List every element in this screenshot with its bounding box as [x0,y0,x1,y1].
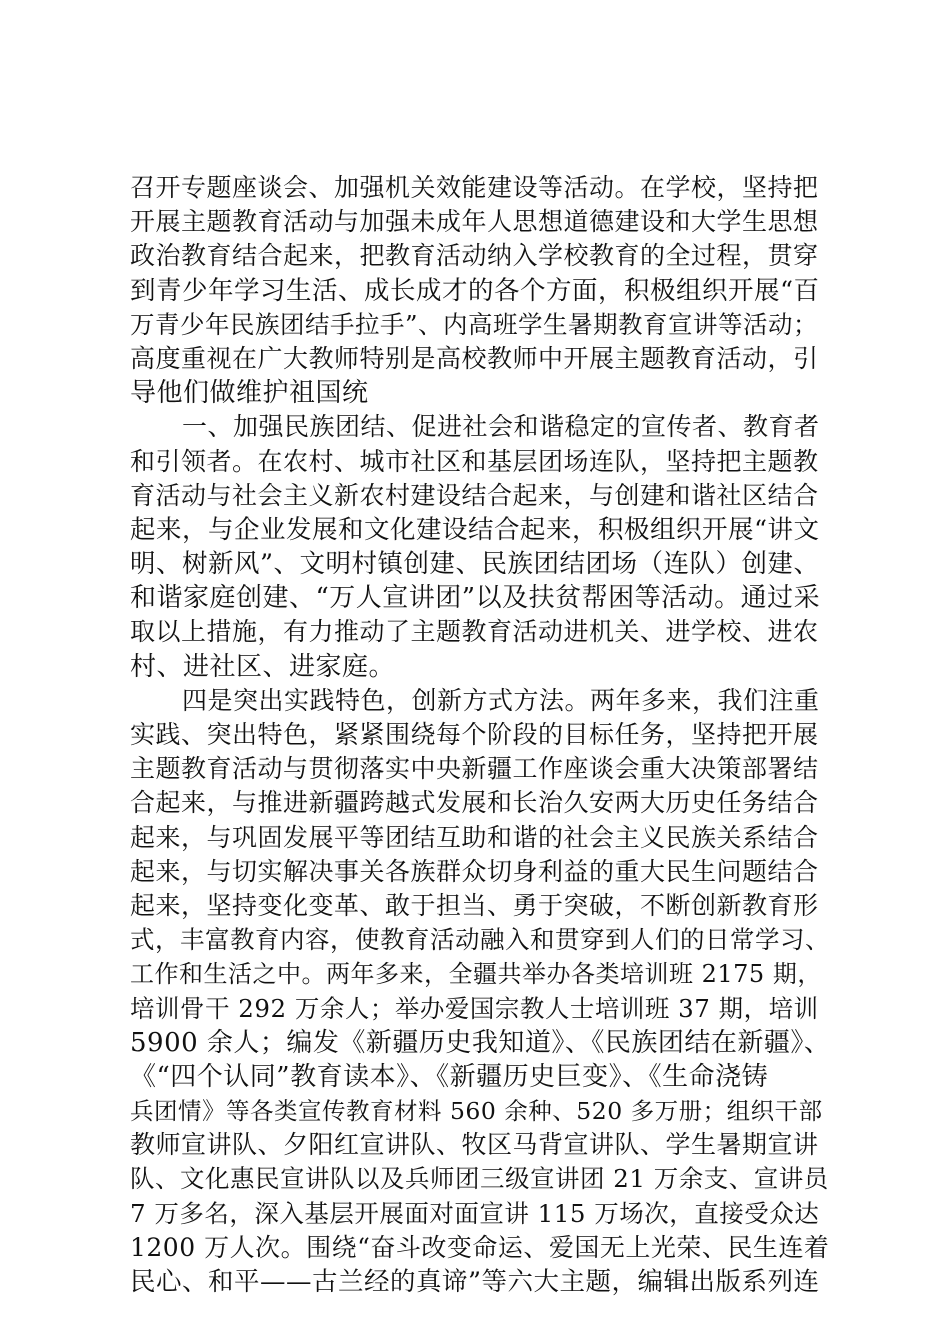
text-line: 开展主题教育活动与加强未成年人思想道德建设和大学生思想 [130,207,819,237]
text-line: 导他们做维护祖国统 [130,378,369,409]
text-line: 育活动与社会主义新农村建设结合起来，与创建和谐社区结合 [130,480,819,510]
text-line: 兵团情》等各类宣传教育材料 560 余种、520 多万册；组织干部 [130,1097,823,1126]
text-line: 教师宣讲队、夕阳红宣讲队、牧区马背宣讲队、学生暑期宣讲 [130,1130,819,1160]
text-line: 村、进社区、进家庭。 [130,651,396,682]
paragraph-first-line: 四是突出实践特色，创新方式方法。两年多来，我们注重 [182,685,820,715]
text-line: 培训骨干 292 万余人；举办爱国宗教人士培训班 37 期，培训 [130,993,819,1023]
text-line: 7 万多名，深入基层开展面对面宣讲 115 万场次，直接受众达 [130,1198,820,1228]
text-line: 起来，坚持变化变革、敢于担当、勇于突破，不断创新教育形 [130,890,819,920]
text-line: 主题教育活动与贯彻落实中央新疆工作座谈会重大决策部署结 [130,754,819,784]
text-line: 明、树新风”、文明村镇创建、民族团结团场（连队）创建、 [130,549,820,580]
paragraph-first-line: 一、加强民族团结、促进社会和谐稳定的宣传者、教育者 [182,412,820,442]
text-line: 万青少年民族团结手拉手”、内高班学生暑期教育宣讲等活动； [130,309,819,339]
text-line: 队、文化惠民宣讲队以及兵师团三级宣讲团 21 万余支、宣讲员 [130,1164,829,1194]
text-line: 取以上措施，有力推动了主题教育活动进机关、进学校、进农 [130,617,819,647]
text-line: 工作和生活之中。两年多来，全疆共举办各类培训班 2175 期， [130,960,822,989]
text-line: 实践、突出特色，紧紧围绕每个阶段的目标任务，坚持把开展 [130,720,819,749]
text-line: 和引领者。在农村、城市社区和基层团场连队，坚持把主题教 [130,446,819,476]
text-line: 政治教育结合起来，把教育活动纳入学校教育的全过程，贯穿 [130,241,819,271]
text-line: 和谐家庭创建、“万人宣讲团”以及扶贫帮困等活动。通过采 [130,583,821,614]
text-line: 合起来，与推进新疆跨越式发展和长治久安两大历史任务结合 [130,788,819,818]
text-line: 起来，与企业发展和文化建设结合起来，积极组织开展“讲文 [130,514,820,545]
text-line: 式，丰富教育内容，使教育活动融入和贯穿到人们的日常学习、 [130,925,830,955]
text-line: 到青少年学习生活、成长成才的各个方面，积极组织开展“百 [130,275,820,306]
text-line: 民心、和平——古兰经的真谛”等六大主题，编辑出版系列连 [130,1267,820,1297]
text-line: 高度重视在广大教师特别是高校教师中开展主题教育活动，引 [130,343,819,373]
text-line: 1200 万人次。围绕“奋斗改变命运、爱国无上光荣、民生连着 [130,1232,830,1262]
text-line: 召开专题座谈会、加强机关效能建设等活动。在学校，坚持把 [130,173,819,202]
text-line: 《“四个认同”教育读本》、《新疆历史巨变》、《生命浇铸 [130,1061,769,1092]
text-line: 起来，与切实解决事关各族群众切身利益的重大民生问题结合 [130,856,819,886]
text-line: 5900 余人；编发《新疆历史我知道》、《民族团结在新疆》、 [130,1027,831,1058]
body-text [130,171,830,1299]
text-line: 起来，与巩固发展平等团结互助和谐的社会主义民族关系结合 [130,822,819,852]
